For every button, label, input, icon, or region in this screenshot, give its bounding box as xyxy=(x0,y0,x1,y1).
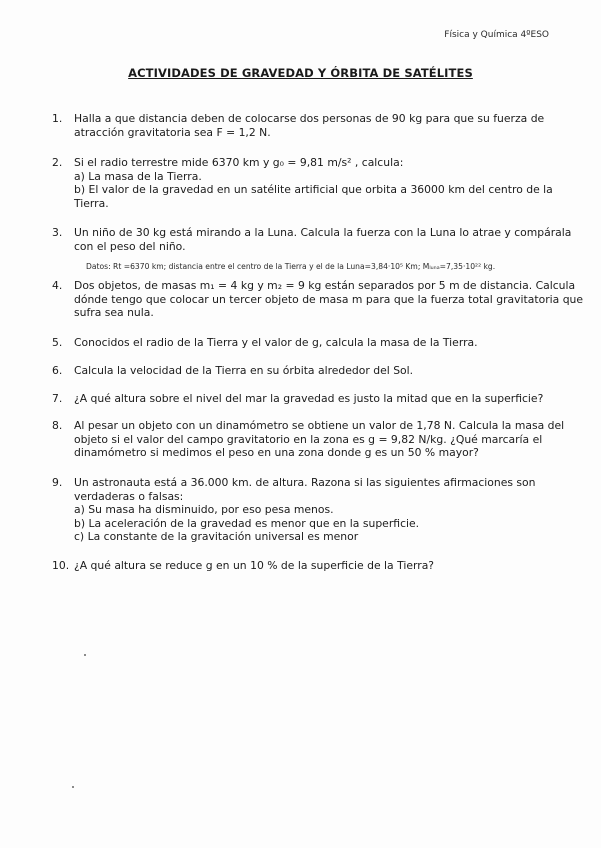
question-line: ¿A qué altura sobre el nivel del mar la gravedad es justo la mitad que en la superficie? xyxy=(74,392,544,405)
question-line: c) La constante de la gravitación universal es menor xyxy=(74,530,359,543)
scan-speck xyxy=(72,786,74,788)
question-number: 1. xyxy=(52,112,63,125)
question-line: Tierra. xyxy=(74,196,109,210)
question-line: verdaderas o falsas: xyxy=(74,489,184,503)
question-line: a) Su masa ha disminuido, por eso pesa menos. xyxy=(74,503,334,516)
question-line: Un niño de 30 kg está mirando a la Luna. Calcula la fuerza con la Luna lo atrae y compárala xyxy=(74,226,572,239)
question-line: dinamómetro si medimos el peso en una zona donde g es un 50 % mayor? xyxy=(74,446,479,459)
question-line: a) La masa de la Tierra. xyxy=(74,169,202,183)
question-number: 8. xyxy=(52,419,63,432)
page-title: ACTIVIDADES DE GRAVEDAD Y ÓRBITA DE SATÉLITES xyxy=(128,66,473,80)
question-line: Al pesar un objeto con un dinamómetro se obtiene un valor de 1,78 N. Calcula la masa del xyxy=(74,419,565,432)
subject-header: Física y Química 4ºESO xyxy=(444,30,549,40)
question-number: 4. xyxy=(52,279,63,292)
question-number: 7. xyxy=(52,392,63,405)
question-line: Si el radio terrestre mide 6370 km y g₀ = 9,81 m/s² , calcula: xyxy=(74,156,404,169)
question-line: b) La aceleración de la gravedad es menor que en la superficie. xyxy=(74,516,420,530)
question-line: Conocidos el radio de la Tierra y el valor de g, calcula la masa de la Tierra. xyxy=(74,336,478,349)
question-line: con el peso del niño. xyxy=(74,239,186,253)
data-note: Datos: Rt =6370 km; distancia entre el centro de la Tierra y el de la Luna=3,84·10⁵ Km; Mₗᵤₙₐ=7,35·10²² kg. xyxy=(86,262,496,271)
question-number: 3. xyxy=(52,226,63,239)
question-line: Calcula la velocidad de la Tierra en su órbita alrededor del Sol. xyxy=(74,364,414,377)
question-number: 5. xyxy=(52,336,63,349)
question-line: b) El valor de la gravedad en un satélite artificial que orbita a 36000 km del centro de la xyxy=(74,183,553,196)
scan-speck xyxy=(84,654,86,656)
question-number: 2. xyxy=(52,156,63,169)
question-line: objeto si el valor del campo gravitatorio en la zona es g = 9,82 N/kg. ¿Qué marcaría el xyxy=(74,432,543,446)
question-line: Halla a que distancia deben de colocarse dos personas de 90 kg para que su fuerza de xyxy=(74,112,545,125)
question-line: Dos objetos, de masas m₁ = 4 kg y m₂ = 9 kg están separados por 5 m de distancia. Calcula xyxy=(74,279,576,292)
question-line: ¿A qué altura se reduce g en un 10 % de la superficie de la Tierra? xyxy=(74,559,435,572)
question-line: atracción gravitatoria sea F = 1,2 N. xyxy=(74,125,271,139)
question-line: dónde tengo que colocar un tercer objeto de masa m para que la fuerza total gravitatoria que xyxy=(74,292,584,306)
question-line: sufra sea nula. xyxy=(74,306,154,319)
question-line: Un astronauta está a 36.000 km. de altura. Razona si las siguientes afirmaciones son xyxy=(74,476,536,489)
question-number: 10. xyxy=(52,559,70,572)
question-number: 9. xyxy=(52,476,63,489)
question-number: 6. xyxy=(52,364,63,377)
